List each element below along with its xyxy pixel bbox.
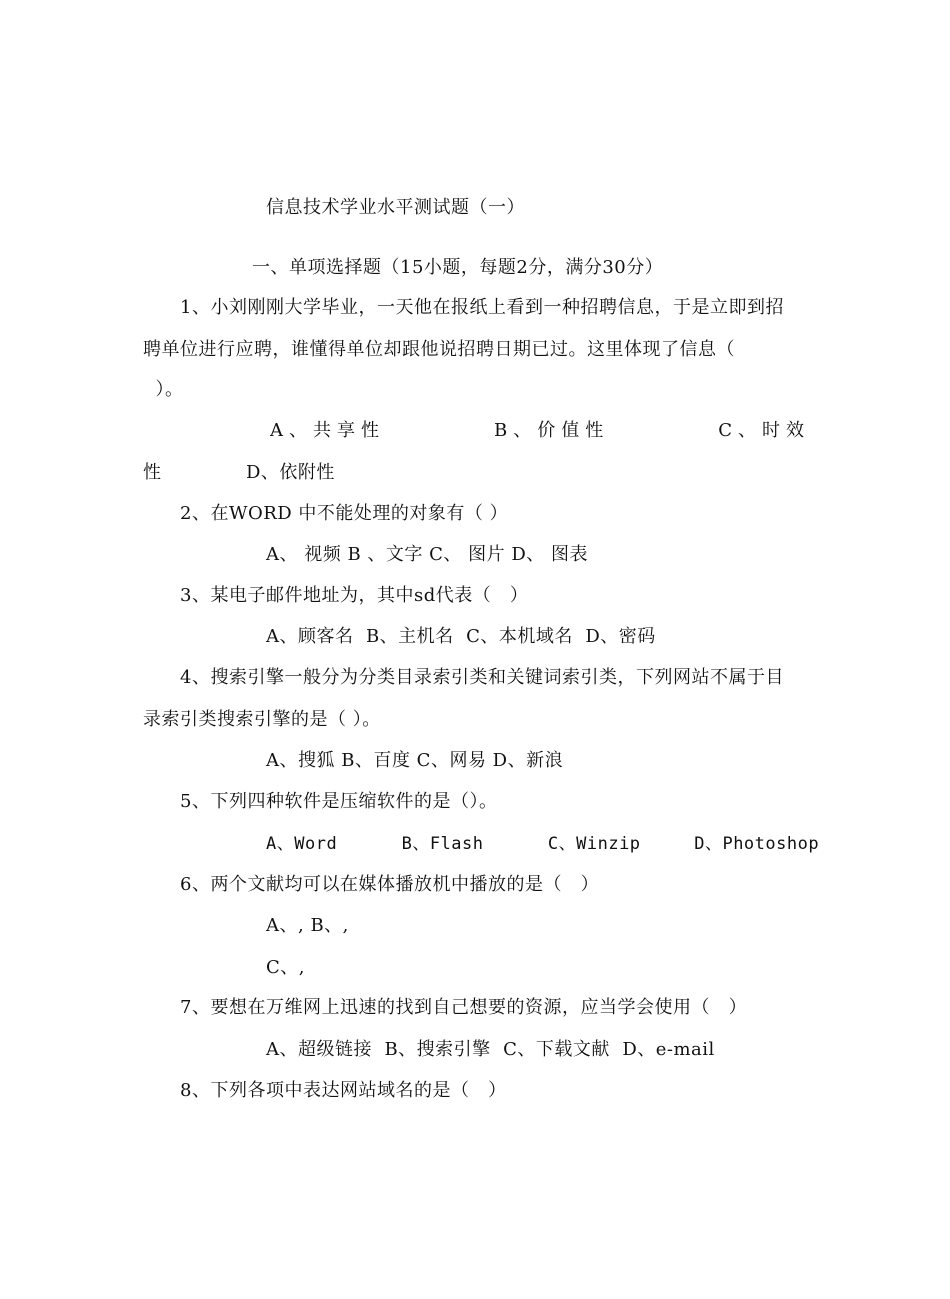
question-1-line-1: 1、小刘刚刚大学毕业，一天他在报纸上看到一种招聘信息，于是立即到招: [180, 297, 784, 318]
question-6-stem: 6、两个文献均可以在媒体播放机中播放的是（ ）: [180, 874, 600, 895]
question-3-options: A、顾客名 B、主机名 C、本机域名 D、密码: [266, 626, 656, 647]
question-5-stem: 5、下列四种软件是压缩软件的是（）。: [180, 791, 498, 812]
question-1-option-c-tail: 性: [143, 462, 162, 483]
question-1-option-c: C、时效: [718, 420, 810, 441]
question-4-options: A、搜狐 B、百度 C、网易 D、新浪: [266, 750, 564, 771]
question-7-options: A、超级链接 B、搜索引擎 C、下载文献 D、e-mail: [266, 1039, 715, 1060]
question-3-stem: 3、某电子邮件地址为，其中sd代表（ ）: [180, 585, 529, 606]
question-6-options-line-2: C、,: [266, 957, 305, 978]
question-1-option-b: B、价值性: [493, 420, 610, 441]
page-title: 信息技术学业水平测试题（一）: [266, 197, 525, 218]
question-1-option-d: D、依附性: [246, 462, 335, 483]
question-2-stem: 2、在WORD 中不能处理的对象有（ ）: [180, 503, 509, 524]
question-4-line-1: 4、搜索引擎一般分为分类目录索引类和关键词索引类，下列网站不属于目: [180, 667, 784, 688]
question-8-stem: 8、下列各项中表达网站域名的是（ ）: [180, 1080, 507, 1101]
question-1-line-2: 聘单位进行应聘，谁懂得单位却跟他说招聘日期已过。这里体现了信息（: [143, 339, 735, 360]
question-1-options-row: [270, 419, 810, 443]
question-6-options-line-1: A、, B、,: [266, 915, 349, 936]
question-2-options: A、 视频 B 、文字 C、 图片 D、 图表: [266, 544, 588, 565]
question-4-line-2: 录索引类搜索引擎的是（ ）。: [143, 709, 381, 730]
question-7-stem: 7、要想在万维网上迅速的找到自己想要的资源，应当学会使用（ ）: [180, 997, 748, 1018]
question-5-options: A、Word B、Flash C、Winzip D、Photoshop: [266, 834, 820, 854]
question-1-option-a: A、共享性: [270, 420, 385, 441]
section-heading: 一、单项选择题（15小题，每题2分，满分30分）: [252, 257, 664, 278]
question-1-line-3: ）。: [143, 379, 184, 400]
